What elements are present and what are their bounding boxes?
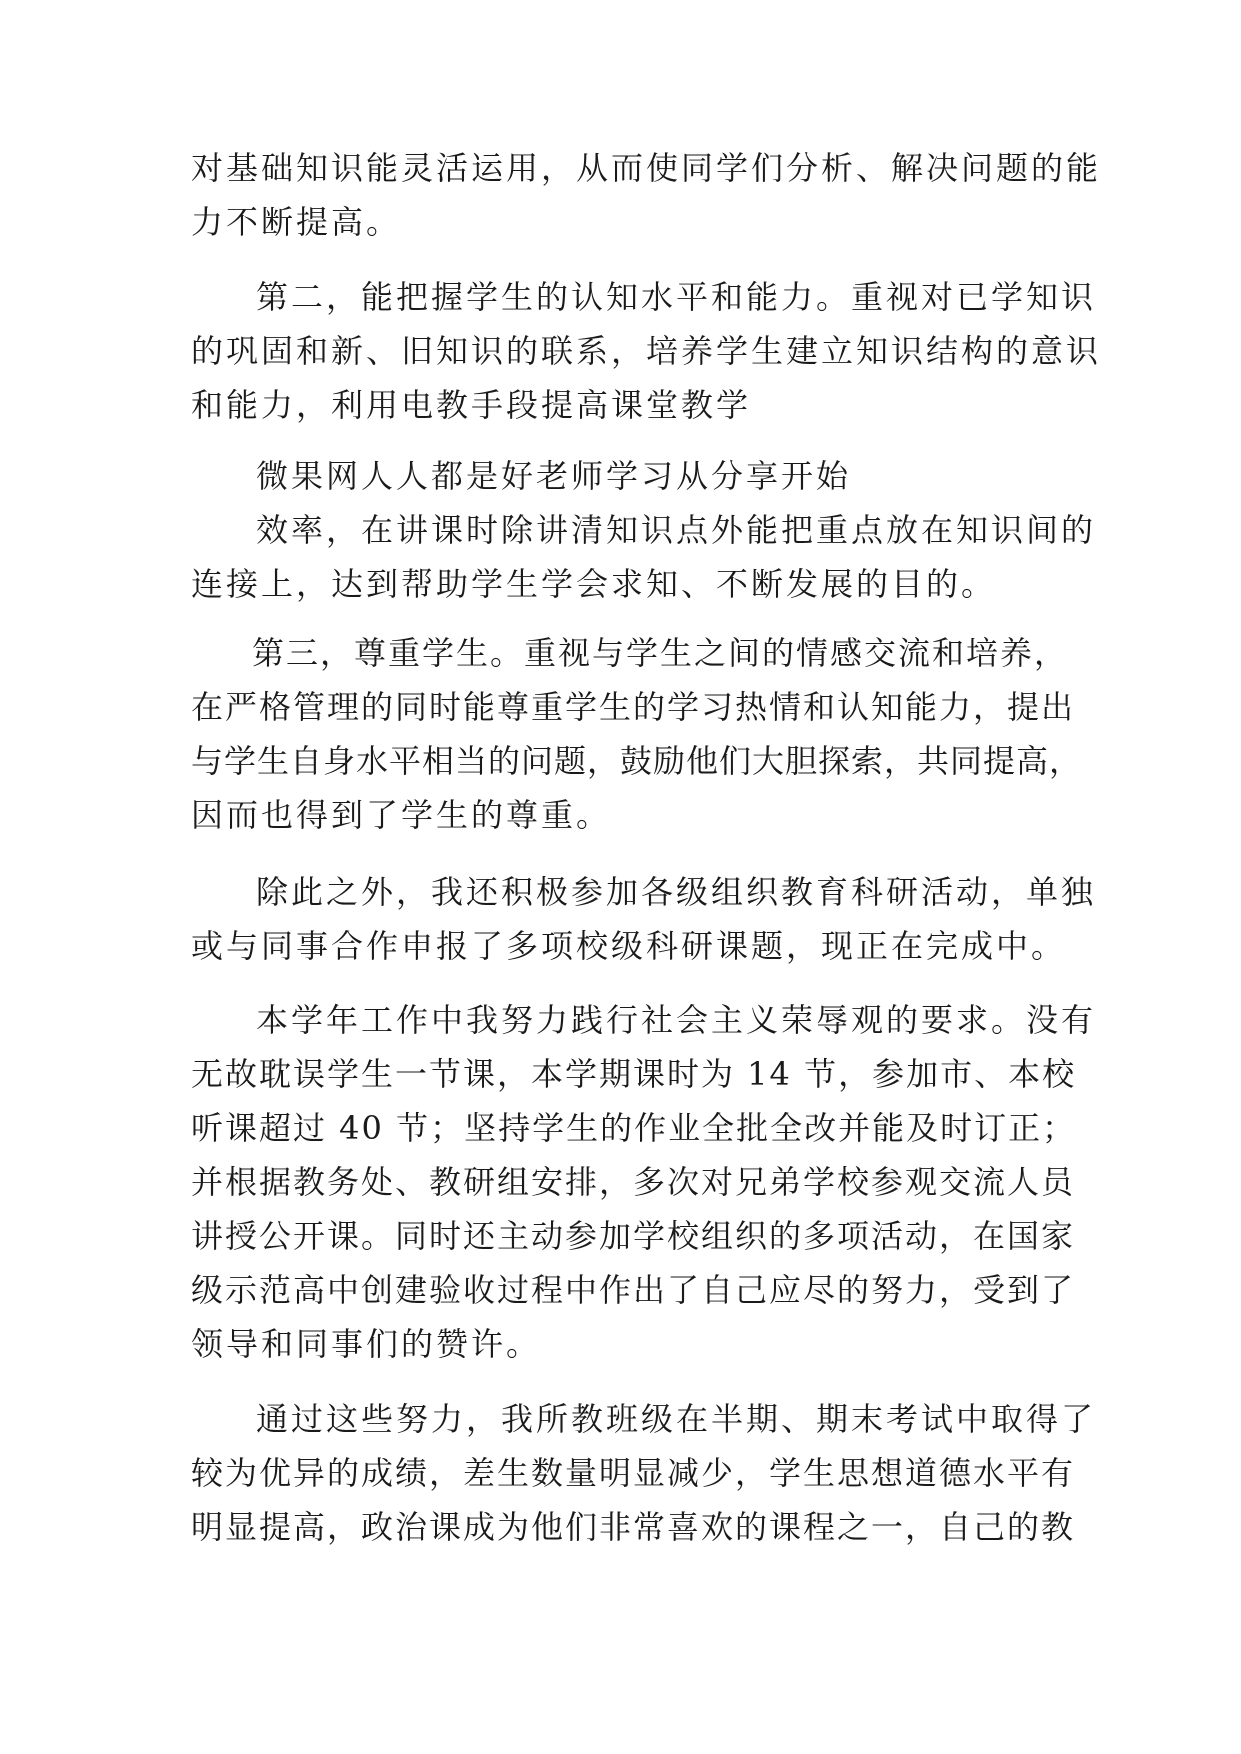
text-line: 微果网人人都是好老师学习从分享开始 bbox=[256, 457, 852, 495]
text-line: 第三，尊重学生。重视与学生之间的情感交流和培养， bbox=[252, 634, 1069, 672]
text-line: 明显提高，政治课成为他们非常喜欢的课程之一，自己的教 bbox=[191, 1508, 1076, 1546]
text-line: 领导和同事们的赞许。 bbox=[191, 1325, 542, 1363]
text-line: 级示范高中创建验收过程中作出了自己应尽的努力，受到了 bbox=[191, 1271, 1076, 1309]
text-line: 与学生自身水平相当的问题，鼓励他们大胆探索，共同提高， bbox=[191, 742, 1083, 780]
text-line: 力不断提高。 bbox=[191, 203, 402, 241]
text-line: 较为优异的成绩，差生数量明显减少，学生思想道德水平有 bbox=[191, 1454, 1076, 1492]
text-line: 的巩固和新、旧知识的联系，培养学生建立知识结构的意识 bbox=[191, 332, 1102, 370]
text-line: 和能力，利用电教手段提高课堂教学 bbox=[191, 386, 752, 424]
text-line: 在严格管理的同时能尊重学生的学习热情和认知能力，提出 bbox=[191, 688, 1076, 726]
text-line: 讲授公开课。同时还主动参加学校组织的多项活动，在国家 bbox=[191, 1217, 1076, 1255]
text-line: 听课超过 40 节；坚持学生的作业全批全改并能及时订正； bbox=[191, 1109, 1077, 1147]
text-line: 或与同事合作申报了多项校级科研课题，现正在完成中。 bbox=[191, 927, 1067, 965]
text-line: 效率，在讲课时除讲清知识点外能把重点放在知识间的 bbox=[256, 511, 1097, 549]
text-line: 通过这些努力，我所教班级在半期、期末考试中取得了 bbox=[256, 1400, 1097, 1438]
text-line: 连接上，达到帮助学生学会求知、不断发展的目的。 bbox=[191, 565, 997, 603]
text-line: 无故耽误学生一节课，本学期课时为 14 节，参加市、本校 bbox=[191, 1055, 1077, 1093]
text-line: 对基础知识能灵活运用，从而使同学们分析、解决问题的能 bbox=[191, 149, 1102, 187]
text-line: 第二，能把握学生的认知水平和能力。重视对已学知识 bbox=[256, 278, 1097, 316]
text-line: 除此之外，我还积极参加各级组织教育科研活动，单独 bbox=[256, 873, 1097, 911]
text-line: 因而也得到了学生的尊重。 bbox=[191, 796, 612, 834]
text-line: 本学年工作中我努力践行社会主义荣辱观的要求。没有 bbox=[256, 1001, 1097, 1039]
text-line: 并根据教务处、教研组安排，多次对兄弟学校参观交流人员 bbox=[191, 1163, 1076, 1201]
